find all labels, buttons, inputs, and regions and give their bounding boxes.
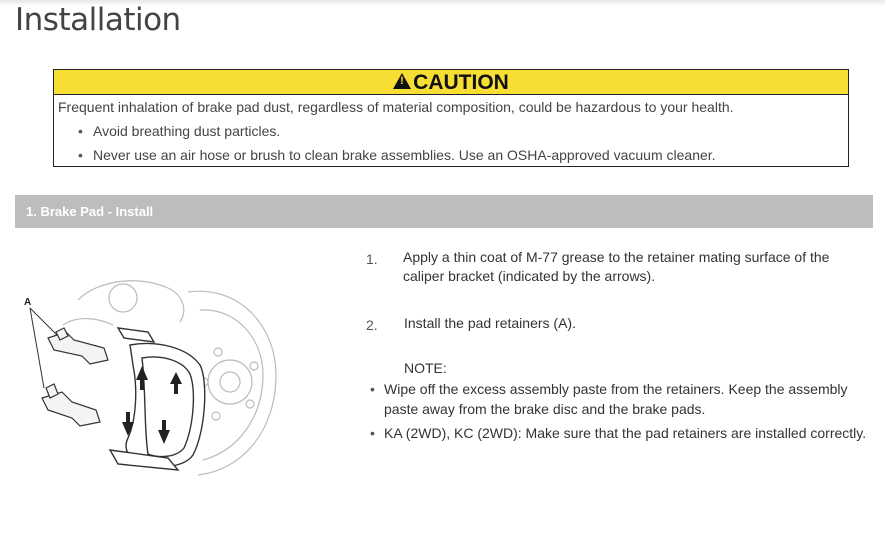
caution-box [53, 69, 849, 167]
warning-triangle-icon [393, 73, 411, 89]
caution-title: CAUTION [413, 71, 509, 94]
caution-bullet: • Avoid breathing dust particles. [78, 122, 716, 146]
step-text: Install the pad retainers (A). [404, 315, 576, 331]
section-header[interactable] [15, 195, 873, 228]
note-label: NOTE: [404, 360, 447, 376]
note-item: • Wipe off the excess assembly paste from the retainers. Keep the assembly paste away from the brake disc and the brake pads. [368, 379, 868, 419]
hub-outline [208, 360, 252, 404]
step-text: Apply a thin coat of M-77 grease to the retainer mating surface of the caliper bracket (indicated by the arrows). [403, 249, 830, 284]
note-list [368, 379, 868, 447]
pad-retainers [42, 328, 108, 426]
brake-pad-illustration [18, 270, 288, 490]
page-title: Installation [15, 2, 181, 38]
caution-header [54, 70, 848, 95]
brake-pad [142, 357, 193, 457]
caution-text: Frequent inhalation of brake pad dust, regardless of material composition, could be hazardous to your health. [58, 99, 734, 115]
caution-bullet: • Never use an air hose or brush to clean brake assemblies. Use an OSHA-approved vacuum cleaner. [78, 146, 716, 170]
step-number: 1. [366, 251, 378, 267]
retainer-upper [48, 332, 108, 364]
note-item: • KA (2WD), KC (2WD): Make sure that the pad retainers are installed correctly. [368, 423, 868, 443]
step-number: 2. [366, 317, 378, 333]
callout-label-a: A [24, 297, 32, 308]
caution-list [78, 122, 716, 170]
section-title: 1. Brake Pad - Install [26, 204, 154, 219]
